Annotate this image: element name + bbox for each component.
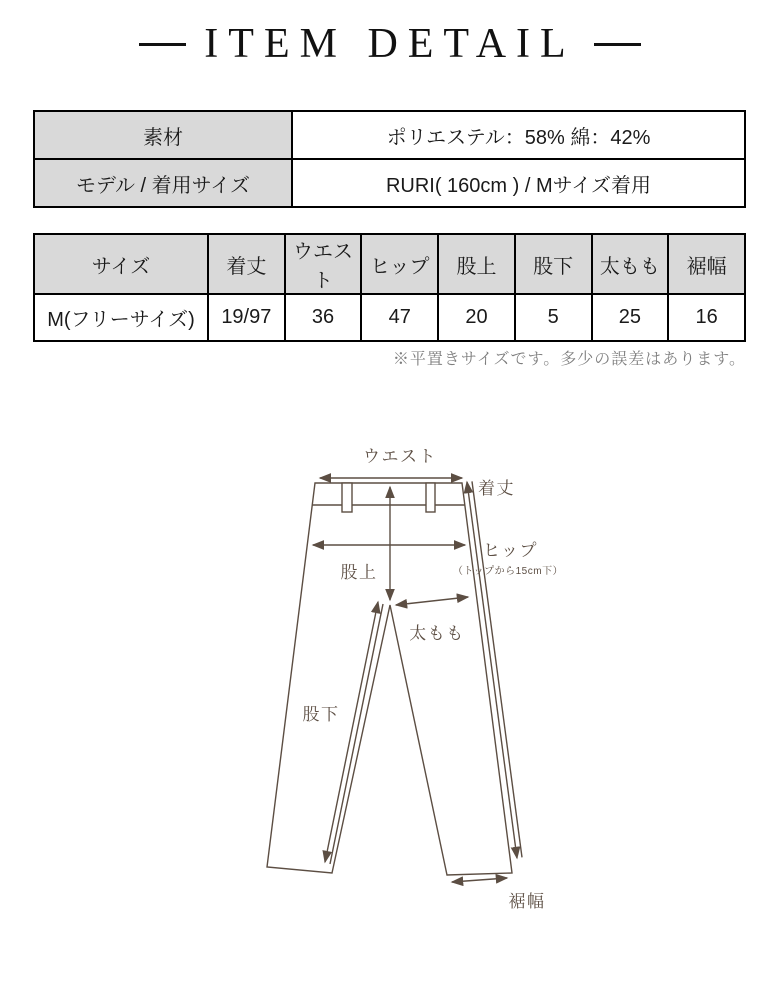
title-divider-right [594, 43, 641, 46]
hip-sub-label: （トップから15cm下） [452, 566, 564, 577]
hip-label: ヒップ [483, 541, 538, 560]
belt-loop-right [426, 483, 435, 512]
belt-loop-left [342, 483, 352, 512]
rise-label: 股上 [340, 563, 378, 582]
size-cell-waist: 36 [285, 294, 362, 341]
pants-measurement-diagram [250, 428, 570, 918]
size-cell-rise: 20 [438, 294, 515, 341]
flat-measurement-note: ※平置きサイズです。多少の誤差はあります。 [392, 351, 746, 368]
size-table-data-row [34, 294, 745, 341]
info-value-material: ポリエステル：58% 綿：42% [292, 111, 745, 159]
info-value-model: RURI( 160cm ) / Mサイズ着用 [292, 159, 745, 207]
size-header-inseam: 股下 [515, 234, 592, 294]
size-table-header-row [34, 234, 745, 294]
inseam-arrow-parallel [330, 604, 383, 864]
size-cell-hip: 47 [361, 294, 438, 341]
size-table [33, 233, 746, 342]
hem-width-arrow [452, 878, 507, 882]
size-header-waist: ウエスト [285, 234, 362, 294]
table-row [34, 111, 745, 159]
waist-label: ウエスト [363, 447, 437, 466]
info-label-model: モデル / 着用サイズ [34, 159, 292, 207]
thigh-label: 太もも [409, 624, 465, 643]
size-cell-thigh: 25 [592, 294, 669, 341]
table-row [34, 159, 745, 207]
size-cell-hem: 16 [668, 294, 745, 341]
size-cell-length: 19/97 [208, 294, 285, 341]
size-header-size: サイズ [34, 234, 208, 294]
size-header-hem: 裾幅 [668, 234, 745, 294]
size-cell-size: M(フリーサイズ) [34, 294, 208, 341]
info-table [33, 110, 746, 208]
length-arrow-parallel [472, 481, 522, 857]
hem-width-label: 裾幅 [508, 892, 546, 911]
size-header-length: 着丈 [208, 234, 285, 294]
length-arrow [467, 482, 517, 858]
info-label-material: 素材 [34, 111, 292, 159]
size-cell-inseam: 5 [515, 294, 592, 341]
page-title-row [0, 16, 780, 72]
size-header-rise: 股上 [438, 234, 515, 294]
title-divider-left [139, 43, 186, 46]
size-header-thigh: 太もも [592, 234, 669, 294]
inseam-label: 股下 [302, 705, 340, 724]
page-title: ITEM DETAIL [204, 21, 576, 67]
inseam-arrow [325, 602, 378, 862]
thigh-arrow [396, 597, 468, 605]
length-label: 着丈 [478, 479, 515, 498]
size-header-hip: ヒップ [361, 234, 438, 294]
